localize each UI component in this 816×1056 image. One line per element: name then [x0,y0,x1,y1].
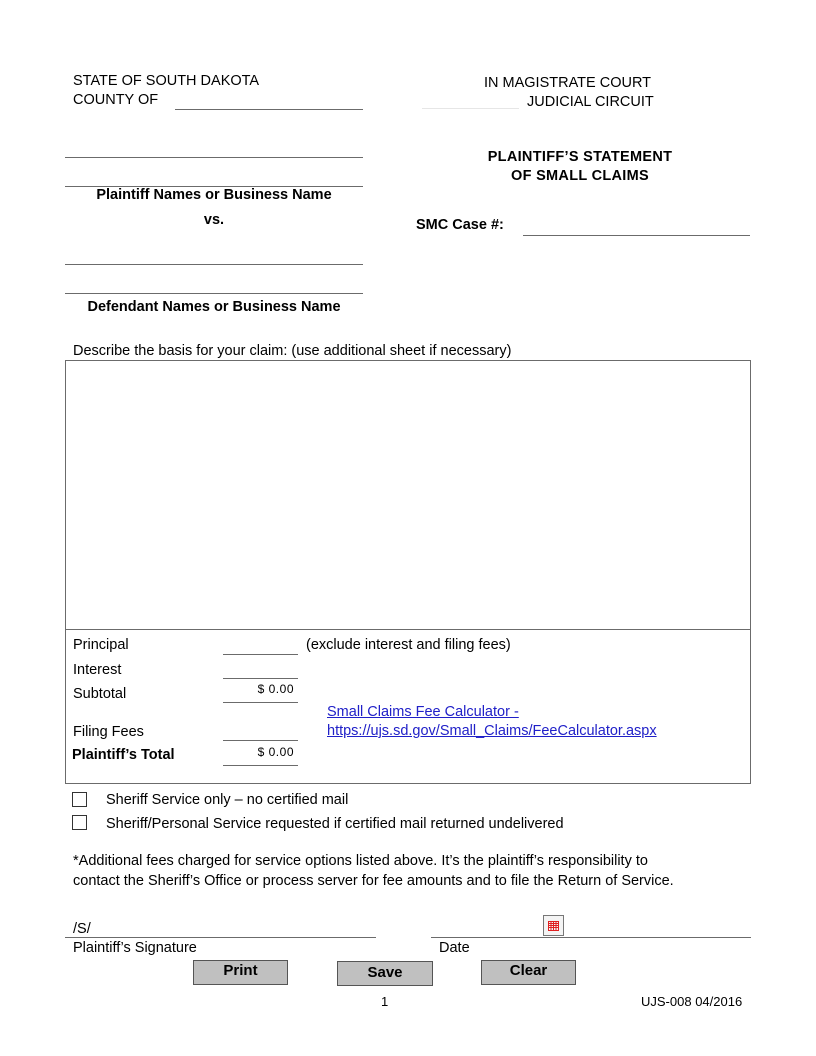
defendant-line-2 [65,293,363,294]
county-label: COUNTY OF [73,92,159,108]
vs-label: vs. [203,212,225,228]
save-button[interactable]: Save [337,961,433,986]
form-title-line1: PLAINTIFF’S STATEMENT [487,149,673,165]
circuit-input[interactable] [422,92,518,109]
print-button[interactable]: Print [193,960,288,985]
defendant-name-input-2[interactable] [66,275,362,292]
plaintiff-name-input-1[interactable] [66,139,362,156]
subtotal-label: Subtotal [73,686,127,702]
defendant-label: Defendant Names or Business Name [87,299,341,315]
case-number-input[interactable] [524,217,748,234]
county-input[interactable] [176,92,362,109]
state-label: STATE OF SOUTH DAKOTA [73,73,260,89]
date-label: Date [439,940,470,956]
form-id: UJS-008 04/2016 [641,994,743,1009]
total-value: $ 0.00 [257,745,294,759]
filing-fees-label: Filing Fees [73,724,144,740]
claim-description-textarea[interactable] [70,364,750,628]
circuit-underline [422,108,519,109]
plaintiff-line-1 [65,157,363,158]
plaintiff-label: Plaintiff Names or Business Name [96,187,332,203]
calendar-icon[interactable] [543,915,564,936]
fee-calculator-url-link[interactable]: https://ujs.sd.gov/Small_Claims/FeeCalculator.aspx [327,723,657,739]
sheriff-service-only-label: Sheriff Service only – no certified mail [106,792,349,808]
signature-input[interactable] [73,920,373,937]
interest-input[interactable] [224,661,297,678]
plaintiff-name-input-2[interactable] [66,168,362,185]
principal-label: Principal [73,637,129,653]
interest-underline [223,678,298,679]
page-number: 1 [381,994,389,1009]
fees-notice-line1: *Additional fees charged for service options listed above. It’s the plaintiff’s responsibility to [73,853,648,869]
court-label: IN MAGISTRATE COURT [484,75,652,91]
clear-button[interactable]: Clear [481,960,576,985]
circuit-label: JUDICIAL CIRCUIT [527,94,654,110]
defendant-name-input-1[interactable] [66,246,362,263]
principal-input[interactable] [224,636,297,653]
total-underline [223,765,298,766]
date-underline [431,937,751,938]
county-underline [175,109,363,110]
claim-prompt: Describe the basis for your claim: (use additional sheet if necessary) [73,343,512,359]
total-label: Plaintiff’s Total [72,747,175,763]
fee-calculator-link[interactable]: Small Claims Fee Calculator - [327,704,519,720]
defendant-line-1 [65,264,363,265]
case-number-underline [523,235,750,236]
form-title-line2: OF SMALL CLAIMS [511,168,649,184]
personal-service-checkbox[interactable] [72,815,87,830]
sheriff-service-only-checkbox[interactable] [72,792,87,807]
date-input[interactable] [433,920,538,937]
personal-service-label: Sheriff/Personal Service requested if certified mail returned undelivered [106,816,564,832]
signature-label: Plaintiff’s Signature [73,940,197,956]
interest-label: Interest [73,662,122,678]
principal-note: (exclude interest and filing fees) [306,637,511,653]
principal-underline [223,654,298,655]
signature-underline [65,937,376,938]
subtotal-underline [223,702,298,703]
subtotal-value: $ 0.00 [257,682,294,696]
filing-fees-underline [223,740,298,741]
case-number-label: SMC Case #: [416,217,504,233]
fees-notice-line2: contact the Sheriff’s Office or process server for fee amounts and to file the Return of Service. [73,873,674,889]
claim-divider [65,629,751,630]
filing-fees-input[interactable] [224,723,297,740]
